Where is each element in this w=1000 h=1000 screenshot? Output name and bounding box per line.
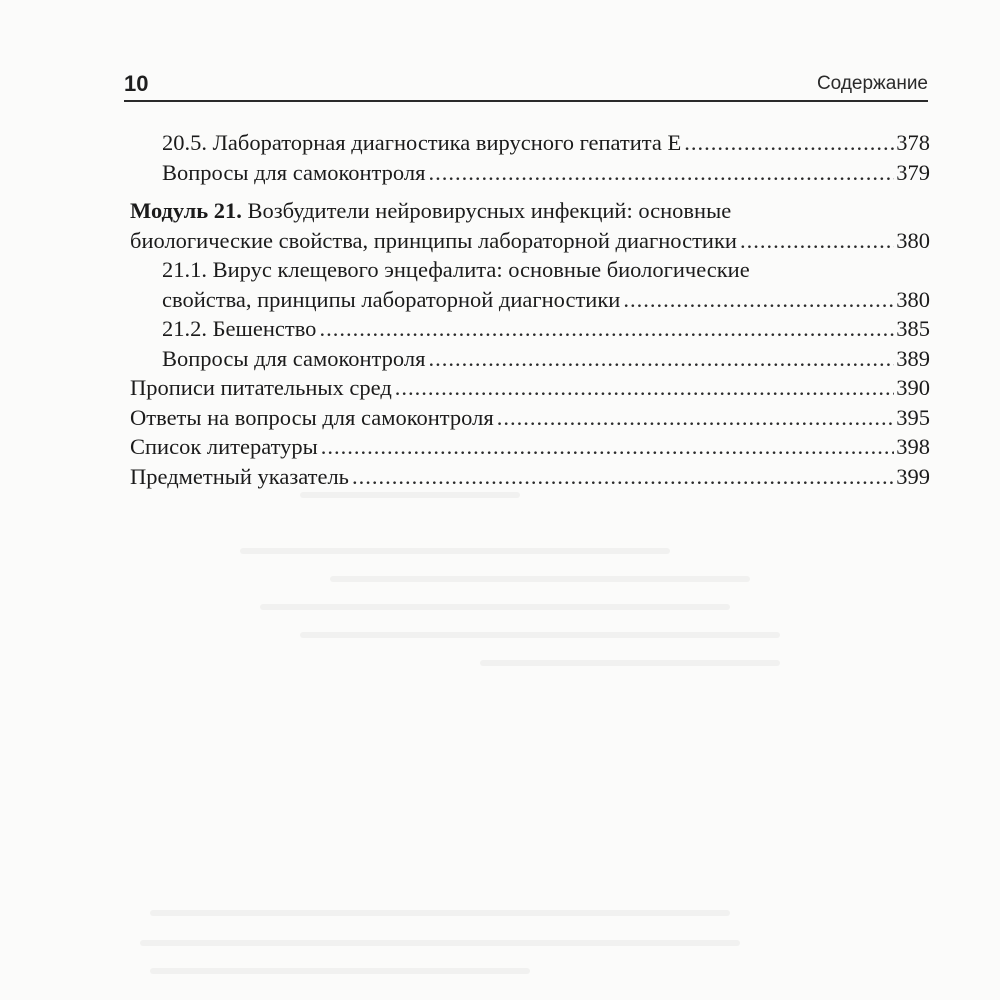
toc-entry-title: Ответы на вопросы для самоконтроля xyxy=(130,404,494,430)
show-through-mark xyxy=(140,940,740,946)
dot-leader xyxy=(321,432,894,462)
toc-entry-title: 21.1. Вирус клещевого энцефалита: основные биологические xyxy=(162,257,750,282)
toc-entry-title: Вопросы для самоконтроля xyxy=(162,159,426,185)
toc-entry xyxy=(130,432,930,462)
page-number: 10 xyxy=(124,71,149,96)
dot-leader xyxy=(428,344,894,374)
show-through-mark xyxy=(150,910,730,916)
show-through-mark xyxy=(480,660,780,666)
dot-leader xyxy=(497,403,895,433)
page-header xyxy=(124,72,928,102)
toc-entry-title: 21.2. Бешенство xyxy=(162,316,317,341)
toc-page-number: 395 xyxy=(896,404,930,430)
show-through-mark xyxy=(240,548,670,554)
toc-entry-title: 20.5. Лабораторная диагностика вирусного гепатита Е xyxy=(162,130,682,155)
dot-leader xyxy=(684,128,894,158)
dot-leader xyxy=(352,462,894,492)
toc-entry-title: Предметный указатель xyxy=(130,463,349,489)
show-through-mark xyxy=(330,576,750,582)
toc-entry-title: Вопросы для самоконтроля xyxy=(162,345,426,371)
running-head: Содержание xyxy=(816,73,928,94)
show-through-mark xyxy=(150,968,530,974)
toc-entry xyxy=(130,255,930,314)
toc-entry xyxy=(130,314,930,344)
toc-page-number: 385 xyxy=(896,316,930,341)
toc-page-number: 390 xyxy=(896,375,930,400)
toc-page-number: 380 xyxy=(896,286,930,312)
toc-entry xyxy=(130,403,930,433)
dot-leader xyxy=(428,158,894,188)
toc-page-number: 380 xyxy=(896,227,930,253)
toc-page-number: 389 xyxy=(896,345,930,371)
toc-entry xyxy=(130,158,930,188)
toc-entry-title-cont: биологические свойства, принципы лабораторной диагностики xyxy=(130,227,737,253)
toc-entry-title: Прописи питательных сред xyxy=(130,375,392,400)
show-through-mark xyxy=(300,492,520,498)
show-through-mark xyxy=(300,632,780,638)
dot-leader xyxy=(395,373,894,403)
module-label: Модуль 21. xyxy=(130,198,242,223)
toc-entry-title: Возбудители нейровирусных инфекций: основные xyxy=(247,198,732,223)
toc-entry-title: Список литературы xyxy=(130,434,318,459)
toc-entry xyxy=(130,344,930,374)
show-through-mark xyxy=(260,604,730,610)
toc-page-number: 399 xyxy=(896,463,930,489)
toc-entry xyxy=(130,373,930,403)
dot-leader xyxy=(740,226,894,256)
table-of-contents xyxy=(130,128,930,491)
toc-page-number: 379 xyxy=(896,159,930,185)
toc-module-entry xyxy=(130,196,930,255)
dot-leader xyxy=(623,285,894,315)
toc-page-number: 398 xyxy=(896,434,930,459)
toc-entry xyxy=(130,462,930,492)
toc-entry-title-cont: свойства, принципы лабораторной диагностики xyxy=(162,286,621,312)
dot-leader xyxy=(319,314,894,344)
toc-entry xyxy=(130,128,930,158)
toc-page-number: 378 xyxy=(896,130,930,155)
